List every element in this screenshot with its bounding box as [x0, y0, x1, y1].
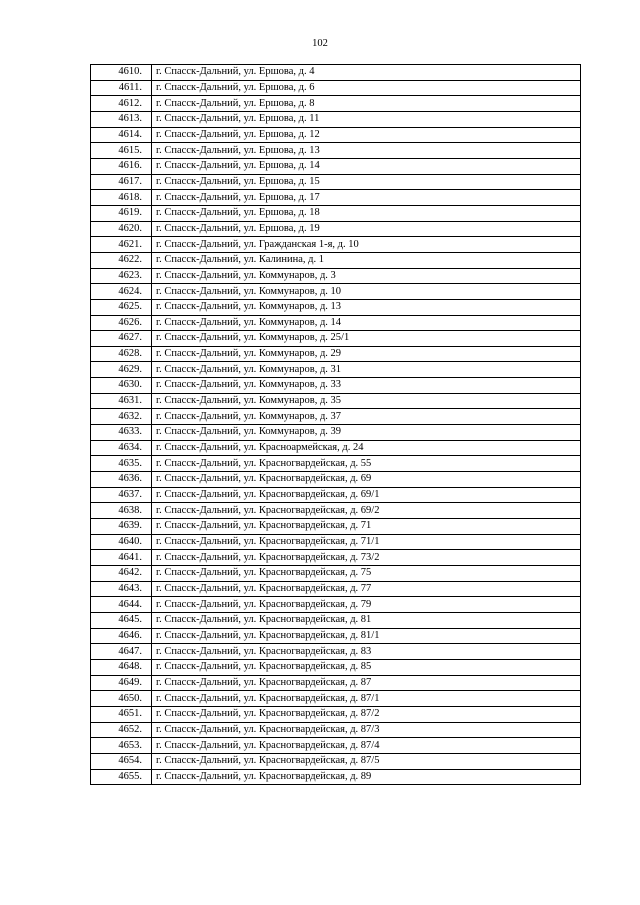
table-row	[91, 769, 581, 785]
row-number-cell: 4636.	[91, 472, 152, 488]
table-row	[91, 143, 581, 159]
table-row	[91, 252, 581, 268]
row-number-cell: 4626.	[91, 315, 152, 331]
address-cell: г. Спасск-Дальний, ул. Ершова, д. 13	[152, 143, 581, 159]
row-number-cell: 4619.	[91, 205, 152, 221]
address-cell: г. Спасск-Дальний, ул. Красноармейская, д. 24	[152, 440, 581, 456]
row-number-cell: 4624.	[91, 284, 152, 300]
table-row	[91, 65, 581, 81]
table-body	[91, 65, 581, 785]
row-number-cell: 4635.	[91, 456, 152, 472]
row-number-cell: 4625.	[91, 299, 152, 315]
row-number-cell: 4612.	[91, 96, 152, 112]
table-row	[91, 566, 581, 582]
table-row	[91, 659, 581, 675]
row-number-cell: 4632.	[91, 409, 152, 425]
row-number-cell: 4629.	[91, 362, 152, 378]
address-cell: г. Спасск-Дальний, ул. Красногвардейская, д. 87/4	[152, 738, 581, 754]
table-row	[91, 268, 581, 284]
table-row	[91, 472, 581, 488]
table-row	[91, 612, 581, 628]
address-cell: г. Спасск-Дальний, ул. Коммунаров, д. 29	[152, 346, 581, 362]
table-row	[91, 550, 581, 566]
row-number-cell: 4655.	[91, 769, 152, 785]
address-cell: г. Спасск-Дальний, ул. Коммунаров, д. 39	[152, 425, 581, 441]
table-row	[91, 221, 581, 237]
table-row	[91, 519, 581, 535]
table-row	[91, 158, 581, 174]
row-number-cell: 4616.	[91, 158, 152, 174]
row-number-cell: 4649.	[91, 675, 152, 691]
address-cell: г. Спасск-Дальний, ул. Красногвардейская, д. 71/1	[152, 534, 581, 550]
row-number-cell: 4640.	[91, 534, 152, 550]
address-cell: г. Спасск-Дальний, ул. Гражданская 1-я, д. 10	[152, 237, 581, 253]
address-table	[90, 64, 581, 785]
table-row	[91, 597, 581, 613]
row-number-cell: 4617.	[91, 174, 152, 190]
row-number-cell: 4622.	[91, 252, 152, 268]
address-cell: г. Спасск-Дальний, ул. Ершова, д. 17	[152, 190, 581, 206]
table-row	[91, 534, 581, 550]
row-number-cell: 4643.	[91, 581, 152, 597]
address-cell: г. Спасск-Дальний, ул. Красногвардейская, д. 55	[152, 456, 581, 472]
address-cell: г. Спасск-Дальний, ул. Коммунаров, д. 10	[152, 284, 581, 300]
row-number-cell: 4634.	[91, 440, 152, 456]
row-number-cell: 4633.	[91, 425, 152, 441]
table-row	[91, 127, 581, 143]
address-cell: г. Спасск-Дальний, ул. Красногвардейская, д. 69/2	[152, 503, 581, 519]
table-row	[91, 722, 581, 738]
table-row	[91, 315, 581, 331]
table-row	[91, 425, 581, 441]
row-number-cell: 4650.	[91, 691, 152, 707]
address-cell: г. Спасск-Дальний, ул. Коммунаров, д. 31	[152, 362, 581, 378]
table-row	[91, 691, 581, 707]
row-number-cell: 4621.	[91, 237, 152, 253]
address-cell: г. Спасск-Дальний, ул. Ершова, д. 14	[152, 158, 581, 174]
address-cell: г. Спасск-Дальний, ул. Красногвардейская, д. 87/1	[152, 691, 581, 707]
address-cell: г. Спасск-Дальний, ул. Коммунаров, д. 14	[152, 315, 581, 331]
table-row	[91, 205, 581, 221]
address-cell: г. Спасск-Дальний, ул. Красногвардейская, д. 73/2	[152, 550, 581, 566]
address-cell: г. Спасск-Дальний, ул. Красногвардейская, д. 89	[152, 769, 581, 785]
address-cell: г. Спасск-Дальний, ул. Ершова, д. 8	[152, 96, 581, 112]
table-row	[91, 80, 581, 96]
row-number-cell: 4648.	[91, 659, 152, 675]
table-row	[91, 456, 581, 472]
row-number-cell: 4611.	[91, 80, 152, 96]
row-number-cell: 4651.	[91, 706, 152, 722]
page-number: 102	[312, 38, 328, 49]
address-cell: г. Спасск-Дальний, ул. Калинина, д. 1	[152, 252, 581, 268]
table-row	[91, 738, 581, 754]
row-number-cell: 4646.	[91, 628, 152, 644]
table-row	[91, 706, 581, 722]
table-row	[91, 299, 581, 315]
address-cell: г. Спасск-Дальний, ул. Красногвардейская, д. 87/5	[152, 753, 581, 769]
table-row	[91, 487, 581, 503]
address-cell: г. Спасск-Дальний, ул. Красногвардейская, д. 69	[152, 472, 581, 488]
table-row	[91, 409, 581, 425]
address-cell: г. Спасск-Дальний, ул. Коммунаров, д. 33	[152, 378, 581, 394]
table-row	[91, 96, 581, 112]
table-row	[91, 331, 581, 347]
address-cell: г. Спасск-Дальний, ул. Красногвардейская, д. 77	[152, 581, 581, 597]
address-cell: г. Спасск-Дальний, ул. Красногвардейская, д. 87	[152, 675, 581, 691]
address-cell: г. Спасск-Дальний, ул. Ершова, д. 6	[152, 80, 581, 96]
address-cell: г. Спасск-Дальний, ул. Коммунаров, д. 25/1	[152, 331, 581, 347]
table-row	[91, 675, 581, 691]
row-number-cell: 4610.	[91, 65, 152, 81]
row-number-cell: 4642.	[91, 566, 152, 582]
row-number-cell: 4623.	[91, 268, 152, 284]
address-cell: г. Спасск-Дальний, ул. Красногвардейская, д. 81	[152, 612, 581, 628]
row-number-cell: 4652.	[91, 722, 152, 738]
row-number-cell: 4638.	[91, 503, 152, 519]
row-number-cell: 4653.	[91, 738, 152, 754]
table-row	[91, 753, 581, 769]
table-row	[91, 644, 581, 660]
table-row	[91, 190, 581, 206]
address-cell: г. Спасск-Дальний, ул. Красногвардейская, д. 87/2	[152, 706, 581, 722]
address-cell: г. Спасск-Дальний, ул. Ершова, д. 12	[152, 127, 581, 143]
address-cell: г. Спасск-Дальний, ул. Красногвардейская, д. 85	[152, 659, 581, 675]
address-cell: г. Спасск-Дальний, ул. Красногвардейская, д. 71	[152, 519, 581, 535]
table-row	[91, 628, 581, 644]
address-cell: г. Спасск-Дальний, ул. Красногвардейская, д. 81/1	[152, 628, 581, 644]
row-number-cell: 4654.	[91, 753, 152, 769]
table-row	[91, 393, 581, 409]
table-row	[91, 237, 581, 253]
row-number-cell: 4641.	[91, 550, 152, 566]
row-number-cell: 4645.	[91, 612, 152, 628]
address-cell: г. Спасск-Дальний, ул. Коммунаров, д. 37	[152, 409, 581, 425]
row-number-cell: 4618.	[91, 190, 152, 206]
address-cell: г. Спасск-Дальний, ул. Красногвардейская, д. 87/3	[152, 722, 581, 738]
address-cell: г. Спасск-Дальний, ул. Красногвардейская, д. 75	[152, 566, 581, 582]
address-cell: г. Спасск-Дальний, ул. Красногвардейская, д. 79	[152, 597, 581, 613]
table-row	[91, 346, 581, 362]
row-number-cell: 4637.	[91, 487, 152, 503]
table-row	[91, 174, 581, 190]
address-cell: г. Спасск-Дальний, ул. Коммунаров, д. 13	[152, 299, 581, 315]
address-cell: г. Спасск-Дальний, ул. Ершова, д. 4	[152, 65, 581, 81]
table-row	[91, 284, 581, 300]
row-number-cell: 4639.	[91, 519, 152, 535]
address-cell: г. Спасск-Дальний, ул. Коммунаров, д. 35	[152, 393, 581, 409]
table-row	[91, 503, 581, 519]
row-number-cell: 4628.	[91, 346, 152, 362]
table-row	[91, 581, 581, 597]
row-number-cell: 4647.	[91, 644, 152, 660]
address-cell: г. Спасск-Дальний, ул. Ершова, д. 19	[152, 221, 581, 237]
row-number-cell: 4613.	[91, 111, 152, 127]
address-cell: г. Спасск-Дальний, ул. Красногвардейская, д. 69/1	[152, 487, 581, 503]
row-number-cell: 4614.	[91, 127, 152, 143]
address-cell: г. Спасск-Дальний, ул. Красногвардейская, д. 83	[152, 644, 581, 660]
address-cell: г. Спасск-Дальний, ул. Ершова, д. 11	[152, 111, 581, 127]
table-row	[91, 440, 581, 456]
address-cell: г. Спасск-Дальний, ул. Ершова, д. 18	[152, 205, 581, 221]
row-number-cell: 4631.	[91, 393, 152, 409]
row-number-cell: 4615.	[91, 143, 152, 159]
address-cell: г. Спасск-Дальний, ул. Ершова, д. 15	[152, 174, 581, 190]
row-number-cell: 4630.	[91, 378, 152, 394]
row-number-cell: 4644.	[91, 597, 152, 613]
table-row	[91, 362, 581, 378]
row-number-cell: 4627.	[91, 331, 152, 347]
row-number-cell: 4620.	[91, 221, 152, 237]
table-row	[91, 378, 581, 394]
table-row	[91, 111, 581, 127]
address-cell: г. Спасск-Дальний, ул. Коммунаров, д. 3	[152, 268, 581, 284]
